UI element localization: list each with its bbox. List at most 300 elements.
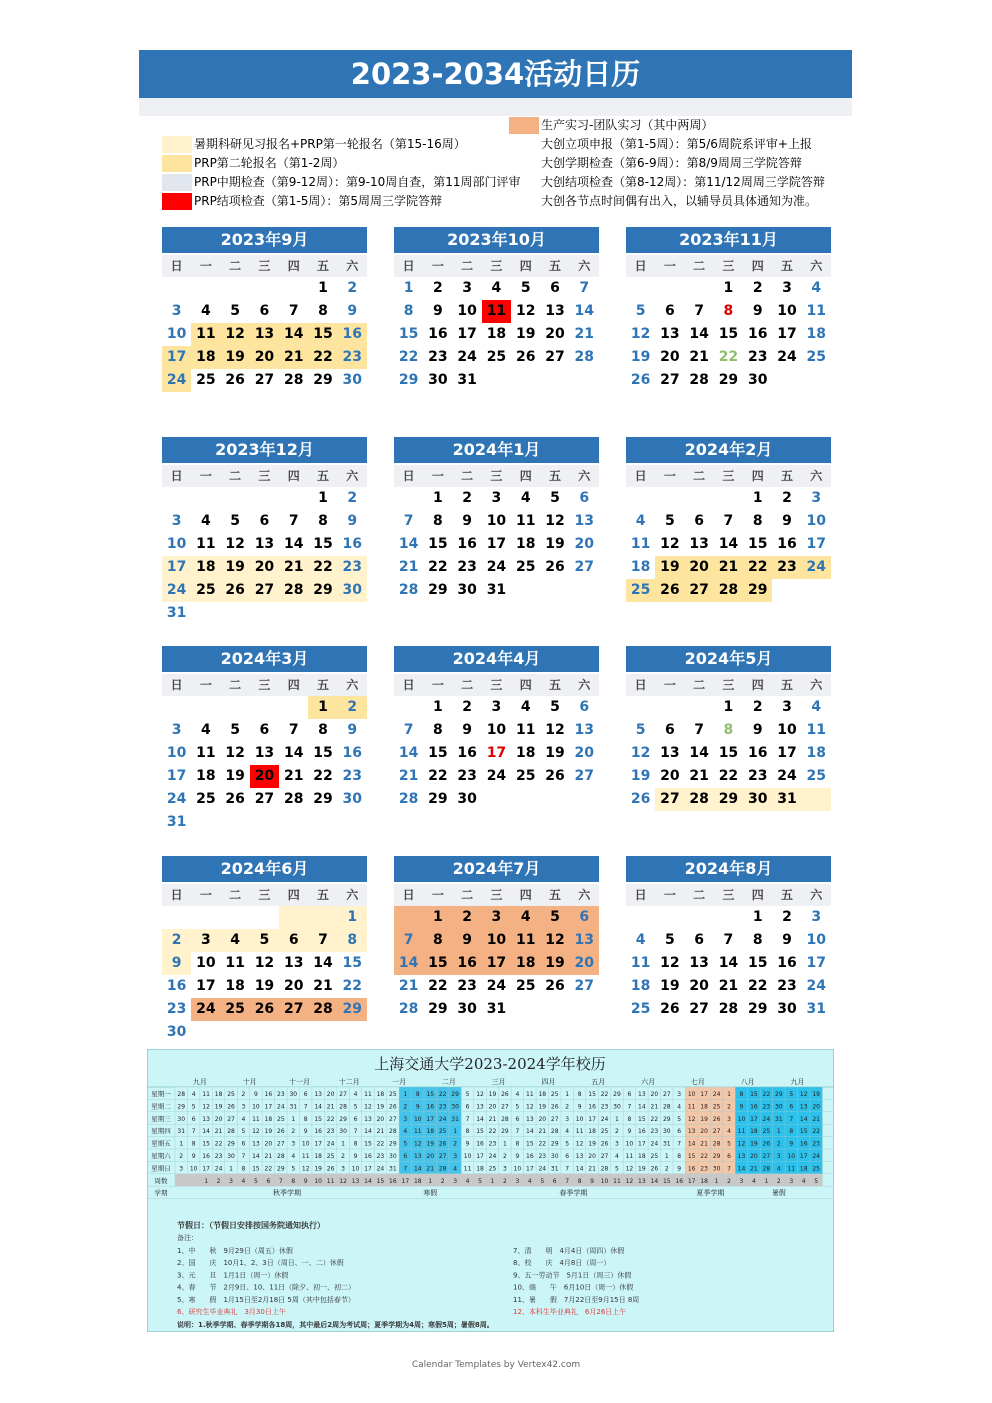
day-cell: 20	[250, 556, 279, 579]
week-number: 14	[364, 1177, 372, 1185]
school-day-number: 5	[615, 1165, 619, 1173]
day-cell: 10	[806, 932, 826, 948]
school-day-number: 19	[314, 1165, 322, 1173]
day-cell: 18	[511, 952, 540, 975]
week-number: 17	[401, 1177, 410, 1185]
school-day-number: 28	[339, 1103, 347, 1111]
day-cell: 5	[230, 303, 241, 319]
day-grid	[394, 906, 599, 1021]
day-cell: 30	[428, 372, 448, 388]
month-title: 2024年6月	[162, 856, 367, 882]
day-cell: 14	[283, 536, 304, 552]
school-day-number: 2	[341, 1153, 345, 1160]
school-day-number: 1	[179, 1140, 184, 1148]
school-day-number: 22	[812, 1128, 820, 1136]
school-day-number: 11	[526, 1091, 534, 1098]
school-day-number: 23	[376, 1153, 385, 1160]
school-day-number: 12	[476, 1091, 484, 1098]
day-cell: 30	[338, 579, 367, 602]
day-cell: 9	[433, 303, 443, 319]
day-cell: 29	[428, 582, 448, 598]
school-month-label: 十二月	[338, 1078, 360, 1086]
week-number: 5	[478, 1177, 482, 1185]
school-day-number: 9	[353, 1153, 358, 1160]
day-cell: 3	[811, 490, 822, 506]
weekday-label: 三	[258, 259, 271, 273]
school-day-number: 16	[364, 1153, 372, 1160]
school-row-label: 星期五	[151, 1139, 171, 1148]
month-title: 2023年10月	[394, 227, 599, 253]
school-day-number: 21	[812, 1115, 820, 1123]
day-cell: 17	[486, 745, 507, 761]
school-day-number: 24	[376, 1165, 385, 1173]
school-day-number: 29	[177, 1103, 186, 1111]
day-cell: 15	[313, 536, 333, 552]
school-month-label: 十一月	[289, 1078, 310, 1086]
month-title: 2023年12月	[162, 437, 367, 463]
school-day-number: 22	[488, 1128, 497, 1136]
day-cell: 28	[685, 788, 714, 811]
school-day-number: 28	[662, 1103, 671, 1111]
weekday-label: 六	[578, 678, 591, 692]
school-row-label: 星期日	[151, 1164, 171, 1173]
day-cell: 14	[718, 955, 739, 971]
school-day-number: 12	[202, 1103, 210, 1111]
day-cell: 2	[347, 280, 358, 296]
day-cell: 11	[225, 955, 245, 971]
school-day-number: 20	[750, 1153, 758, 1160]
school-day-number: 21	[588, 1165, 596, 1173]
day-cell: 21	[574, 326, 594, 342]
day-cell: 5	[250, 929, 279, 952]
school-day-number: 28	[277, 1153, 285, 1160]
day-cell: 14	[398, 745, 419, 761]
day-cell: 30	[457, 791, 477, 807]
day-cell: 28	[398, 1001, 419, 1017]
school-day-number: 23	[700, 1165, 708, 1173]
day-cell: 11	[482, 300, 511, 323]
school-day-number: 13	[413, 1153, 422, 1160]
day-cell: 14	[718, 536, 739, 552]
day-cell: 3	[491, 490, 502, 506]
day-cell: 6	[579, 490, 590, 506]
empty-cell	[279, 696, 308, 719]
school-day-number: 29	[277, 1165, 285, 1173]
weekday-label: 一	[199, 888, 212, 902]
day-cell: 5	[550, 490, 560, 506]
school-day-number: 5	[291, 1165, 296, 1173]
weekday-label: 日	[634, 469, 647, 483]
weekday-label: 日	[402, 469, 415, 483]
school-day-number: 27	[277, 1140, 285, 1148]
school-day-number: 23	[762, 1103, 771, 1111]
day-cell: 12	[630, 326, 651, 342]
day-cell: 11	[515, 513, 536, 529]
day-cell: 6	[694, 932, 705, 948]
school-day-number: 28	[177, 1091, 186, 1098]
day-cell: 8	[433, 722, 443, 738]
school-day-number: 2	[453, 1140, 458, 1148]
weekday-label: 二	[461, 469, 474, 483]
school-day-number: 2	[565, 1103, 570, 1111]
school-day-number: 22	[214, 1140, 223, 1148]
school-day-number: 8	[627, 1115, 632, 1123]
school-day-number: 14	[413, 1165, 422, 1173]
school-day-number: 29	[451, 1091, 459, 1098]
school-day-number: 13	[526, 1115, 534, 1123]
day-cell: 24	[486, 978, 507, 994]
school-day-number: 26	[389, 1103, 397, 1111]
school-day-number: 20	[538, 1115, 547, 1123]
week-number: 11	[326, 1177, 335, 1185]
school-day-number: 10	[513, 1165, 522, 1173]
school-day-number: 12	[799, 1091, 808, 1098]
school-month-label: 八月	[740, 1078, 755, 1086]
day-cell: 3	[782, 280, 792, 296]
day-cell: 10	[166, 536, 187, 552]
weekday-label: 日	[402, 678, 415, 692]
school-day-number: 4	[291, 1153, 296, 1160]
day-cell: 4	[201, 513, 211, 529]
day-cell: 19	[225, 768, 245, 784]
day-cell: 31	[457, 372, 477, 388]
weekday-label: 六	[346, 888, 359, 902]
school-day-number: 5	[565, 1140, 570, 1148]
school-day-number: 25	[389, 1091, 397, 1098]
day-cell: 25	[630, 1001, 651, 1017]
school-day-number: 15	[314, 1115, 322, 1123]
day-cell: 18	[191, 556, 220, 579]
school-day-number: 1	[403, 1091, 408, 1098]
day-cell: 2	[338, 696, 367, 719]
day-cell: 3	[811, 909, 822, 925]
day-cell: 4	[811, 280, 822, 296]
school-day-number: 5	[515, 1103, 520, 1111]
school-day-number: 26	[277, 1128, 285, 1136]
day-cell: 22	[428, 559, 448, 575]
school-day-number: 7	[677, 1140, 682, 1148]
week-number: 5	[814, 1177, 819, 1185]
day-cell: 23	[338, 556, 367, 579]
month-calendar	[626, 227, 831, 392]
day-cell: 23	[338, 346, 367, 369]
school-day-number: 26	[762, 1140, 771, 1148]
school-day-number: 15	[638, 1115, 646, 1123]
day-cell: 30	[457, 1001, 477, 1017]
title-strip	[139, 98, 852, 116]
school-day-number: 3	[776, 1153, 781, 1160]
day-cell: 16	[428, 326, 448, 342]
day-cell: 31	[486, 1001, 507, 1017]
school-day-number: 18	[799, 1165, 808, 1173]
week-number: 2	[503, 1177, 507, 1185]
day-grid	[626, 696, 831, 811]
day-cell: 18	[806, 745, 826, 761]
empty-cell	[394, 487, 423, 510]
school-day-number: 25	[488, 1165, 497, 1173]
day-cell: 28	[398, 582, 419, 598]
weekday-label: 五	[780, 469, 793, 483]
school-day-number: 14	[202, 1128, 210, 1136]
school-day-number: 15	[526, 1140, 534, 1148]
weekday-label: 二	[229, 259, 242, 273]
day-cell: 6	[694, 513, 705, 529]
school-day-number: 5	[465, 1091, 470, 1098]
school-day-number: 8	[515, 1140, 520, 1148]
day-cell: 8	[433, 513, 443, 529]
school-day-number: 25	[438, 1128, 447, 1136]
week-number: 1	[204, 1177, 209, 1185]
week-number: 15	[662, 1177, 671, 1185]
note-left: 6、研究生毕业典礼 3月30日上午	[177, 1308, 286, 1316]
day-cell: 31	[486, 582, 507, 598]
day-cell: 10	[486, 513, 507, 529]
day-cell: 23	[457, 559, 477, 575]
school-day-number: 20	[650, 1091, 659, 1098]
weekday-label: 五	[316, 469, 329, 483]
school-day-number: 9	[515, 1153, 520, 1160]
school-month-label: 五月	[591, 1078, 606, 1086]
day-cell: 21	[313, 978, 333, 994]
school-day-number: 18	[264, 1115, 273, 1123]
school-day-number: 26	[501, 1091, 509, 1098]
school-day-number: 17	[700, 1091, 708, 1098]
school-day-number: 4	[677, 1103, 682, 1111]
day-cell: 22	[747, 978, 768, 994]
school-day-number: 24	[488, 1153, 497, 1160]
school-day-number: 20	[488, 1103, 497, 1111]
school-day-number: 17	[426, 1115, 435, 1123]
school-day-number: 16	[202, 1153, 210, 1160]
school-day-number: 10	[737, 1115, 746, 1123]
day-cell: 10	[166, 745, 187, 761]
day-cell: 1	[318, 490, 328, 506]
day-cell: 9	[347, 513, 358, 529]
school-day-number: 10	[625, 1140, 634, 1148]
day-cell: 17	[777, 326, 797, 342]
day-cell: 16	[747, 745, 768, 761]
school-day-number: 7	[727, 1165, 731, 1173]
weekday-label: 一	[199, 469, 212, 483]
day-cell: 8	[723, 722, 734, 738]
day-cell: 22	[428, 768, 448, 784]
month-title: 2024年4月	[394, 646, 599, 672]
week-number: 6	[552, 1177, 557, 1185]
school-day-number: 23	[326, 1128, 335, 1136]
school-day-number: 8	[191, 1140, 196, 1148]
weekday-label: 五	[548, 469, 561, 483]
notes-explanation: 说明：1.秋季学期、春季学期各18周，其中最后2周为考试周；夏季学期为4周；寒假5周；暑假8周。	[177, 1321, 494, 1329]
school-calendar-graphic	[147, 1049, 834, 1332]
day-cell: 31	[166, 605, 187, 621]
school-day-number: 30	[389, 1153, 397, 1160]
day-cell: 3	[462, 280, 473, 296]
school-day-number: 24	[277, 1103, 285, 1111]
school-day-number: 17	[526, 1165, 534, 1173]
day-cell: 1	[403, 280, 414, 296]
school-day-number: 26	[600, 1140, 609, 1148]
school-day-number: 23	[650, 1128, 659, 1136]
weekday-header	[162, 465, 367, 487]
school-day-number: 21	[750, 1165, 758, 1173]
school-day-number: 3	[179, 1165, 184, 1173]
day-cell: 18	[196, 768, 216, 784]
school-day-number: 15	[687, 1153, 696, 1160]
day-cell: 29	[428, 1001, 448, 1017]
day-cell: 19	[221, 346, 250, 369]
day-cell: 5	[635, 303, 646, 319]
school-day-number: 15	[588, 1091, 596, 1098]
day-grid	[394, 696, 599, 811]
day-grid	[162, 277, 367, 392]
weekday-label: 四	[519, 259, 532, 273]
day-grid	[626, 487, 831, 602]
day-cell: 21	[279, 556, 308, 579]
day-cell: 10	[166, 326, 187, 342]
school-day-number: 28	[227, 1128, 235, 1136]
school-day-number: 11	[463, 1165, 472, 1173]
day-cell: 27	[279, 998, 308, 1021]
legend-item-2: PRP第二轮报名（第1-2周）	[194, 156, 345, 170]
day-cell: 18	[806, 326, 826, 342]
day-cell: 20	[685, 556, 714, 579]
school-day-number: 25	[600, 1128, 609, 1136]
week-number: 8	[577, 1177, 582, 1185]
note-right: 12、本科生毕业典礼 6月26日上午	[513, 1308, 627, 1316]
school-day-number: 26	[227, 1103, 235, 1111]
day-cell: 15	[428, 745, 448, 761]
weekday-label: 二	[461, 678, 474, 692]
school-day-number: 2	[727, 1103, 731, 1111]
school-day-number: 8	[415, 1091, 420, 1098]
day-cell: 6	[259, 722, 270, 738]
day-cell: 10	[457, 303, 477, 319]
day-cell: 11	[515, 722, 536, 738]
day-cell: 14	[689, 326, 709, 342]
day-cell: 20	[689, 978, 709, 994]
day-cell: 6	[259, 303, 270, 319]
school-day-number: 5	[727, 1140, 731, 1148]
day-cell: 15	[313, 745, 333, 761]
day-cell: 13	[574, 513, 594, 529]
day-cell: 11	[806, 722, 826, 738]
day-cell: 8	[318, 722, 328, 738]
day-cell: 16	[777, 955, 797, 971]
day-cell: 28	[718, 1001, 739, 1017]
day-cell: 3	[171, 722, 182, 738]
school-day-number: 19	[538, 1103, 547, 1111]
legend-item-4: PRP结项检查（第1-5周）：第5周周三学院答辩	[194, 194, 443, 208]
day-cell: 28	[283, 372, 304, 388]
school-day-number: 9	[739, 1103, 744, 1111]
day-cell: 23	[457, 978, 477, 994]
school-day-number: 7	[465, 1115, 470, 1123]
week-number: 1	[428, 1177, 433, 1185]
school-day-number: 15	[202, 1140, 210, 1148]
school-day-number: 29	[712, 1153, 721, 1160]
school-day-number: 3	[677, 1091, 682, 1098]
legend-swatch-1	[162, 136, 192, 153]
school-day-number: 9	[191, 1153, 196, 1160]
week-number: 18	[700, 1177, 708, 1185]
empty-cell	[250, 696, 279, 719]
legend-item-1: 暑期科研见习报名+PRP第一轮报名（第15-16周）	[194, 137, 466, 151]
school-day-number: 8	[303, 1115, 308, 1123]
school-day-number: 7	[515, 1128, 520, 1136]
school-row-label: 学期	[154, 1189, 168, 1198]
school-day-number: 10	[301, 1140, 310, 1148]
day-cell: 5	[635, 722, 646, 738]
school-day-number: 27	[600, 1153, 609, 1160]
weekday-label: 三	[490, 888, 503, 902]
weekday-label: 四	[751, 469, 764, 483]
empty-cell	[221, 277, 250, 300]
school-day-number: 15	[364, 1140, 372, 1148]
school-day-number: 8	[241, 1165, 246, 1173]
day-cell: 24	[486, 559, 507, 575]
school-day-number: 19	[488, 1091, 497, 1098]
day-cell: 13	[574, 722, 594, 738]
empty-cell	[250, 487, 279, 510]
school-day-number: 9	[577, 1103, 582, 1111]
day-cell: 13	[254, 536, 275, 552]
day-cell: 26	[630, 791, 651, 807]
weekday-header	[626, 465, 831, 487]
school-day-number: 24	[712, 1091, 721, 1098]
day-cell: 2	[782, 909, 792, 925]
day-cell: 23	[457, 768, 477, 784]
empty-cell	[162, 906, 191, 929]
weekday-label: 五	[316, 888, 329, 902]
school-day-number: 30	[177, 1115, 186, 1123]
day-cell: 16	[342, 536, 362, 552]
day-cell: 28	[574, 349, 594, 365]
month-calendar	[394, 856, 599, 1021]
day-cell: 26	[545, 978, 565, 994]
school-day-number: 23	[277, 1091, 285, 1098]
school-day-number: 20	[426, 1153, 435, 1160]
day-cell: 19	[630, 768, 651, 784]
day-cell: 25	[191, 579, 220, 602]
day-cell: 14	[283, 745, 304, 761]
school-day-number: 26	[650, 1165, 659, 1173]
school-day-number: 11	[575, 1128, 584, 1136]
day-cell: 7	[394, 929, 423, 952]
day-cell: 5	[665, 932, 675, 948]
week-number: 15	[376, 1177, 385, 1185]
school-day-number: 19	[700, 1115, 708, 1123]
day-cell: 20	[545, 326, 565, 342]
day-cell: 2	[752, 699, 763, 715]
school-day-number: 9	[415, 1103, 420, 1111]
week-number: 4	[752, 1177, 756, 1185]
week-number: 5	[254, 1177, 258, 1185]
empty-cell	[394, 906, 423, 929]
day-cell: 2	[462, 699, 473, 715]
school-day-number: 29	[339, 1115, 347, 1123]
school-day-number: 22	[538, 1140, 547, 1148]
weekday-header	[626, 674, 831, 696]
school-day-number: 30	[712, 1165, 721, 1173]
school-day-number: 26	[326, 1165, 335, 1173]
weekday-label: 六	[346, 469, 359, 483]
week-number: 17	[687, 1177, 696, 1185]
day-cell: 7	[288, 513, 299, 529]
weekday-label: 四	[287, 888, 300, 902]
day-cell: 26	[545, 768, 565, 784]
school-day-number: 1	[453, 1128, 458, 1136]
school-day-number: 9	[677, 1165, 682, 1173]
